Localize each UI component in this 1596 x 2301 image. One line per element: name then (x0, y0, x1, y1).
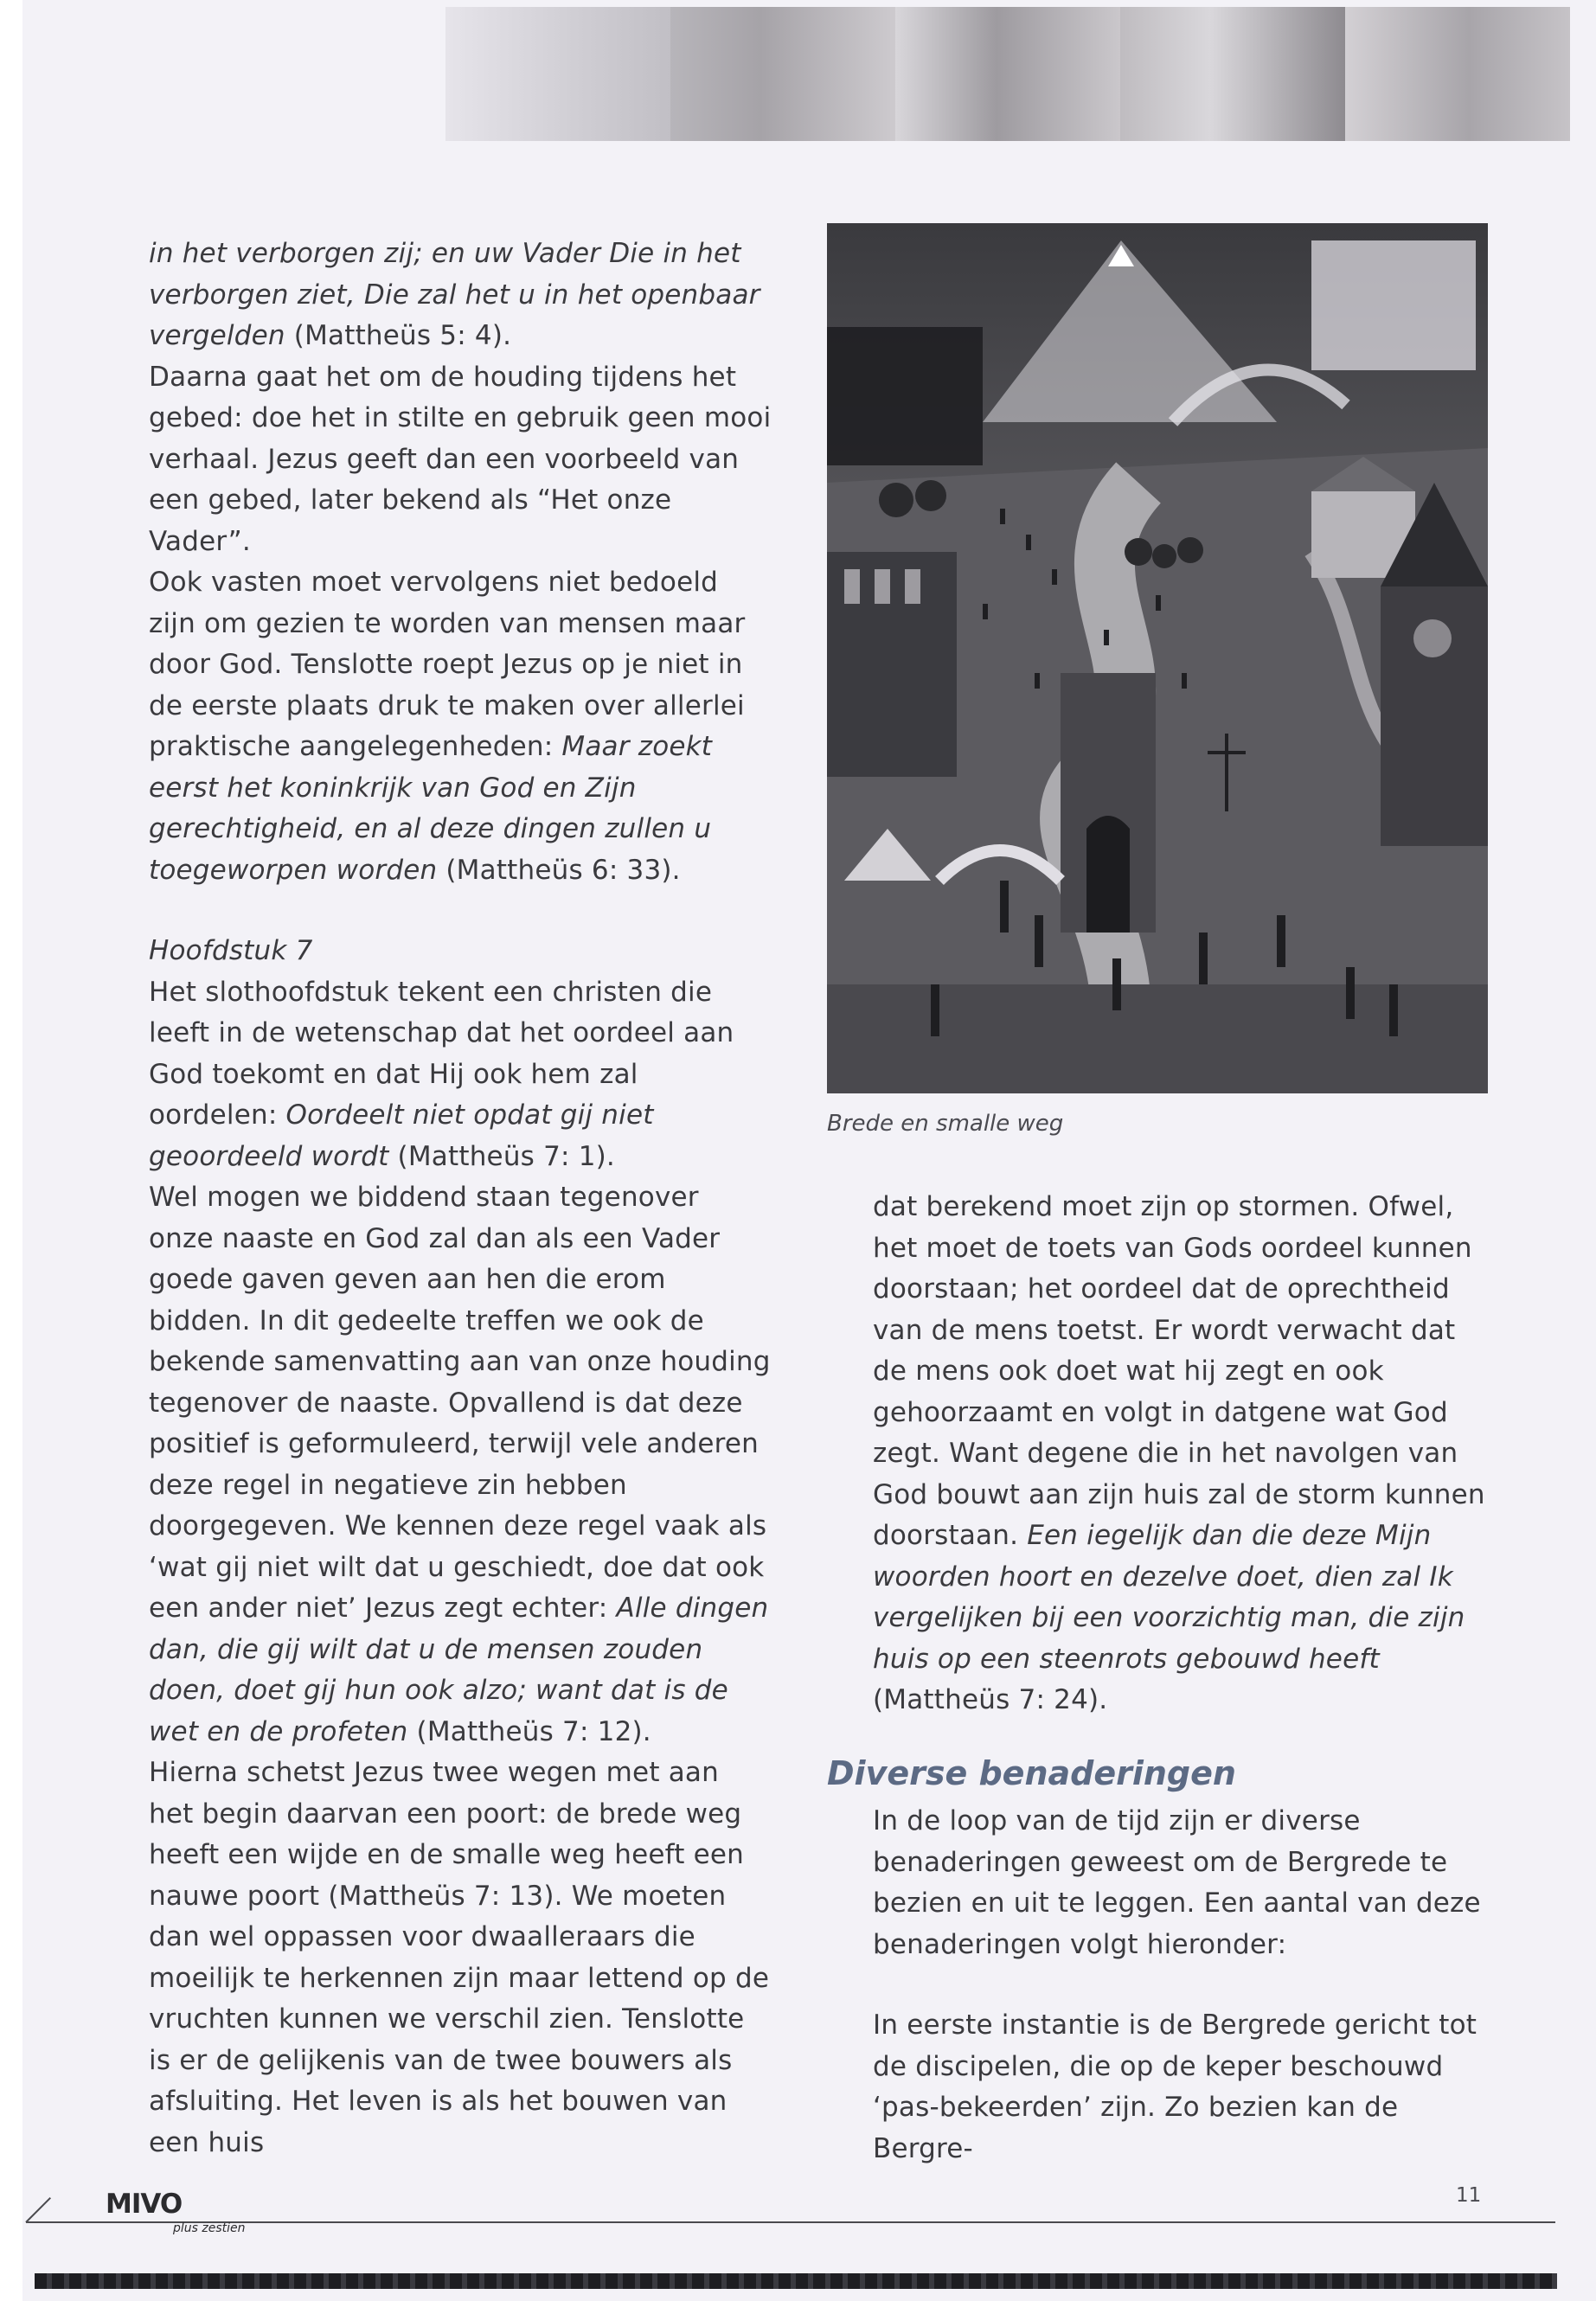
paragraph (149, 1177, 772, 1753)
paragraph-text: dat berekend moet zijn op stormen. Ofwel, het moet de toets van Gods oordeel kunnen doorstaan; het oordeel dat de oprechtheid van de mens toetst. Er wordt verwacht dat de mens ook doet wat hij zegt en ook gehoorzaamt en volgt in datgene wat God zegt. Want degene die in het navolgen van God bouwt aan zijn huis zal de storm kunnen doorstaan. (873, 1191, 1485, 1551)
paragraph-text: Wel mogen we biddend staan tegenover onze naaste en God zal dan als een Vader goede gaven geven aan hen die erom bidden. In dit gedeelte treffen we ook de bekende samenvatting aan van onze houding tegenover de naaste. Opvallend is dat deze positief is geformuleerd, terwijl vele anderen deze regel in negatieve zin hebben doorgegeven. We kennen deze regel vaak als ‘wat gij niet wilt dat u geschiedt, doe dat ook een ander niet’ Jezus zegt echter: (149, 1182, 771, 1624)
figure-caption: Brede en smalle weg (827, 1111, 1064, 1137)
illustration-drawing (827, 223, 1488, 1093)
quote: in het verborgen zij; en uw Vader Die in het verborgen ziet, Die zal het u in het openbaar vergelden (149, 238, 760, 351)
mivo-logo: MIVO (106, 2189, 183, 2220)
reference: (Mattheüs 7: 1). (388, 1140, 615, 1172)
quote: Alle dingen dan, die gij wilt dat u de mensen zouden doen, doet gij hun ook alzo; want dat is de wet en de profeten (149, 1593, 769, 1747)
right-text-column (873, 1187, 1487, 1721)
left-text-column (149, 234, 772, 2163)
paragraph-text: Het slothoofdstuk tekent een christen die leeft in de wetenschap dat het oordeel aan God toekomt en dat Hij ook hem zal oordelen: (149, 976, 734, 1131)
paragraph (149, 234, 772, 357)
header-photo (895, 7, 1120, 141)
paragraph (149, 562, 772, 891)
header-photo (445, 7, 670, 141)
paragraph: In eerste instantie is de Bergrede gericht tot de discipelen, die op de keper beschouwd ‘pas-bekeerden’ zijn. Zo bezien kan de Bergre- (873, 2009, 1477, 2164)
broad-narrow-way-illustration (827, 223, 1488, 1093)
reference: (Mattheüs 5: 4). (285, 320, 512, 351)
footer-rule (26, 2221, 1555, 2223)
quote: Oordeelt niet opdat gij niet geoordeeld wordt (149, 1099, 654, 1172)
paragraph (149, 972, 772, 1178)
paragraph: Hierna schetst Jezus twee wegen met aan het begin daarvan een poort: de brede weg heeft een wijde en de smalle weg heeft een nauwe poort (Mattheüs 7: 13). We moeten dan wel oppassen voor dwaalleraars die moeilijk te herkennen zijn maar lettend op de vruchten kunnen we verschil zien. Tenslotte is er de gelijkenis van de twee bouwers als afsluiting. Het leven is als het bouwen van een huis (149, 1757, 770, 2158)
paragraph (873, 1187, 1487, 1721)
header-photo (1345, 7, 1570, 141)
header-photo-strip (445, 7, 1570, 141)
paragraph: In de loop van de tijd zijn er diverse benaderingen geweest om de Bergrede te bezien en uit te leggen. Een aantal van deze benaderingen volgt hieronder: (873, 1805, 1481, 1960)
paragraph-text: Ook vasten moet vervolgens niet bedoeld zijn om gezien te worden van mensen maar door God. Tenslotte roept Jezus op je niet in de eerste plaats druk te maken over allerlei praktische aangelegenheden: (149, 567, 746, 762)
page-edge (0, 0, 22, 2301)
reference: (Mattheüs 6: 33). (437, 854, 681, 886)
page-number: 11 (1456, 2184, 1482, 2207)
reference: (Mattheüs 7: 24). (873, 1684, 1108, 1715)
header-photo (1120, 7, 1345, 141)
right-text-column-continued (873, 1801, 1487, 2170)
bottom-scan-bar (35, 2273, 1557, 2289)
mivo-logo-subtitle: plus zestien (173, 2221, 246, 2235)
subheading-hoofdstuk: Hoofdstuk 7 (149, 935, 313, 966)
reference: (Mattheüs 7: 12). (407, 1715, 651, 1747)
quote: Maar zoekt eerst het koninkrijk van God en Zijn gerechtigheid, en al deze dingen zullen u toegeworpen worden (149, 731, 713, 886)
quote: Een iegelijk dan die deze Mijn woorden hoort en dezelve doet, dien zal Ik vergelijken bij een voorzichtig man, die zijn huis op een steenrots gebouwd heeft (873, 1520, 1465, 1675)
section-heading: Diverse benaderingen (827, 1754, 1236, 1792)
paragraph: Daarna gaat het om de houding tijdens het gebed: doe het in stilte en gebruik geen mooi verhaal. Jezus geeft dan een voorbeeld van een gebed, later bekend als “Het onze Vader”. (149, 361, 772, 557)
footer-slash (25, 2197, 51, 2223)
header-photo (670, 7, 895, 141)
